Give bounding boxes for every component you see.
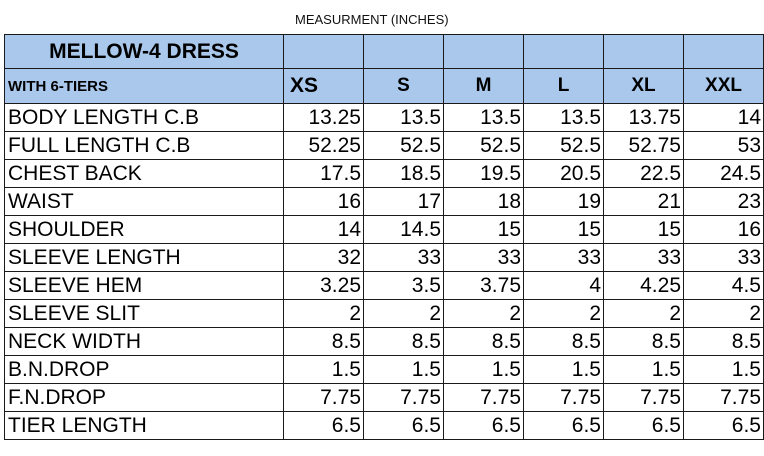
measurement-value: 20.5 bbox=[524, 160, 604, 188]
measurement-value: 4.25 bbox=[604, 272, 684, 300]
measurement-value: 15 bbox=[444, 216, 524, 244]
header-empty-cell bbox=[524, 35, 604, 69]
measurement-label: NECK WIDTH bbox=[5, 328, 284, 356]
measurement-value: 8.5 bbox=[284, 328, 364, 356]
measurement-label: SHOULDER bbox=[5, 216, 284, 244]
measurement-value: 7.75 bbox=[364, 384, 444, 412]
size-header-xl: XL bbox=[604, 69, 684, 104]
measurement-value: 33 bbox=[604, 244, 684, 272]
table-row bbox=[5, 216, 764, 244]
measurement-label: TIER LENGTH bbox=[5, 412, 284, 440]
measurement-value: 6.5 bbox=[524, 412, 604, 440]
measurement-value: 1.5 bbox=[604, 356, 684, 384]
header-empty-cell bbox=[364, 35, 444, 69]
measurement-label: SLEEVE SLIT bbox=[5, 300, 284, 328]
table-row bbox=[5, 188, 764, 216]
header-empty-cell bbox=[604, 35, 684, 69]
measurement-value: 13.75 bbox=[604, 104, 684, 132]
measurement-value: 32 bbox=[284, 244, 364, 272]
measurement-value: 6.5 bbox=[604, 412, 684, 440]
measurement-label: FULL LENGTH C.B bbox=[5, 132, 284, 160]
measurement-value: 13.5 bbox=[444, 104, 524, 132]
measurement-value: 2 bbox=[604, 300, 684, 328]
measurement-table bbox=[4, 34, 764, 440]
measurement-value: 2 bbox=[524, 300, 604, 328]
measurement-value: 2 bbox=[444, 300, 524, 328]
table-row bbox=[5, 300, 764, 328]
measurement-value: 52.75 bbox=[604, 132, 684, 160]
measurement-value: 1.5 bbox=[524, 356, 604, 384]
measurement-label: SLEEVE HEM bbox=[5, 272, 284, 300]
measurement-label: F.N.DROP bbox=[5, 384, 284, 412]
measurement-label: SLEEVE LENGTH bbox=[5, 244, 284, 272]
measurement-value: 15 bbox=[524, 216, 604, 244]
table-title: MELLOW-4 DRESS bbox=[5, 35, 284, 69]
measurement-value: 52.5 bbox=[364, 132, 444, 160]
table-row bbox=[5, 244, 764, 272]
measurement-value: 18.5 bbox=[364, 160, 444, 188]
measurement-value: 33 bbox=[684, 244, 764, 272]
measurement-value: 14 bbox=[284, 216, 364, 244]
header-empty-cell bbox=[284, 35, 364, 69]
measurement-value: 16 bbox=[684, 216, 764, 244]
measurement-value: 3.5 bbox=[364, 272, 444, 300]
measurement-value: 23 bbox=[684, 188, 764, 216]
table-row bbox=[5, 356, 764, 384]
measurement-value: 1.5 bbox=[284, 356, 364, 384]
measurement-value: 7.75 bbox=[444, 384, 524, 412]
table-caption bbox=[0, 10, 764, 32]
measurement-label: BODY LENGTH C.B bbox=[5, 104, 284, 132]
measurement-value: 4 bbox=[524, 272, 604, 300]
measurement-label: WAIST bbox=[5, 188, 284, 216]
measurement-value: 52.25 bbox=[284, 132, 364, 160]
measurement-value: 6.5 bbox=[684, 412, 764, 440]
measurement-value: 19 bbox=[524, 188, 604, 216]
size-header-l: L bbox=[524, 69, 604, 104]
measurement-value: 21 bbox=[604, 188, 684, 216]
measurement-value: 13.5 bbox=[364, 104, 444, 132]
measurement-value: 14 bbox=[684, 104, 764, 132]
table-row bbox=[5, 412, 764, 440]
measurement-value: 2 bbox=[684, 300, 764, 328]
measurement-value: 15 bbox=[604, 216, 684, 244]
measurement-value: 3.25 bbox=[284, 272, 364, 300]
measurement-value: 52.5 bbox=[524, 132, 604, 160]
measurement-value: 7.75 bbox=[524, 384, 604, 412]
measurement-label: CHEST BACK bbox=[5, 160, 284, 188]
table-row bbox=[5, 104, 764, 132]
measurement-value: 1.5 bbox=[684, 356, 764, 384]
title-row bbox=[5, 35, 764, 69]
measurement-value: 8.5 bbox=[604, 328, 684, 356]
measurement-value: 6.5 bbox=[284, 412, 364, 440]
measurement-value: 4.5 bbox=[684, 272, 764, 300]
measurement-value: 13.5 bbox=[524, 104, 604, 132]
measurement-value: 1.5 bbox=[444, 356, 524, 384]
table-row bbox=[5, 132, 764, 160]
header-empty-cell bbox=[444, 35, 524, 69]
table-row bbox=[5, 328, 764, 356]
measurement-value: 7.75 bbox=[284, 384, 364, 412]
size-header-xs: XS bbox=[284, 69, 364, 104]
measurement-value: 53 bbox=[684, 132, 764, 160]
size-header-m: M bbox=[444, 69, 524, 104]
caption-text: MEASURMENT (INCHES) bbox=[295, 12, 449, 27]
table-subtitle: WITH 6-TIERS bbox=[5, 69, 284, 104]
measurement-value: 24.5 bbox=[684, 160, 764, 188]
table-row bbox=[5, 160, 764, 188]
measurement-value: 7.75 bbox=[684, 384, 764, 412]
measurement-value: 33 bbox=[524, 244, 604, 272]
measurement-value: 17 bbox=[364, 188, 444, 216]
measurement-value: 7.75 bbox=[604, 384, 684, 412]
measurement-value: 2 bbox=[284, 300, 364, 328]
measurement-value: 1.5 bbox=[364, 356, 444, 384]
measurement-value: 22.5 bbox=[604, 160, 684, 188]
table-row bbox=[5, 384, 764, 412]
measurement-value: 17.5 bbox=[284, 160, 364, 188]
measurement-value: 6.5 bbox=[444, 412, 524, 440]
measurement-value: 13.25 bbox=[284, 104, 364, 132]
measurement-value: 18 bbox=[444, 188, 524, 216]
table-row bbox=[5, 272, 764, 300]
measurement-value: 2 bbox=[364, 300, 444, 328]
measurement-value: 8.5 bbox=[364, 328, 444, 356]
measurement-value: 52.5 bbox=[444, 132, 524, 160]
size-header-row bbox=[5, 69, 764, 104]
measurement-value: 8.5 bbox=[524, 328, 604, 356]
size-header-xxl: XXL bbox=[684, 69, 764, 104]
measurement-value: 3.75 bbox=[444, 272, 524, 300]
measurement-value: 14.5 bbox=[364, 216, 444, 244]
measurement-value: 16 bbox=[284, 188, 364, 216]
measurement-value: 8.5 bbox=[684, 328, 764, 356]
measurement-value: 33 bbox=[364, 244, 444, 272]
measurement-label: B.N.DROP bbox=[5, 356, 284, 384]
measurement-value: 33 bbox=[444, 244, 524, 272]
measurement-value: 6.5 bbox=[364, 412, 444, 440]
header-empty-cell bbox=[684, 35, 764, 69]
measurement-value: 19.5 bbox=[444, 160, 524, 188]
measurement-value: 8.5 bbox=[444, 328, 524, 356]
size-header-s: S bbox=[364, 69, 444, 104]
